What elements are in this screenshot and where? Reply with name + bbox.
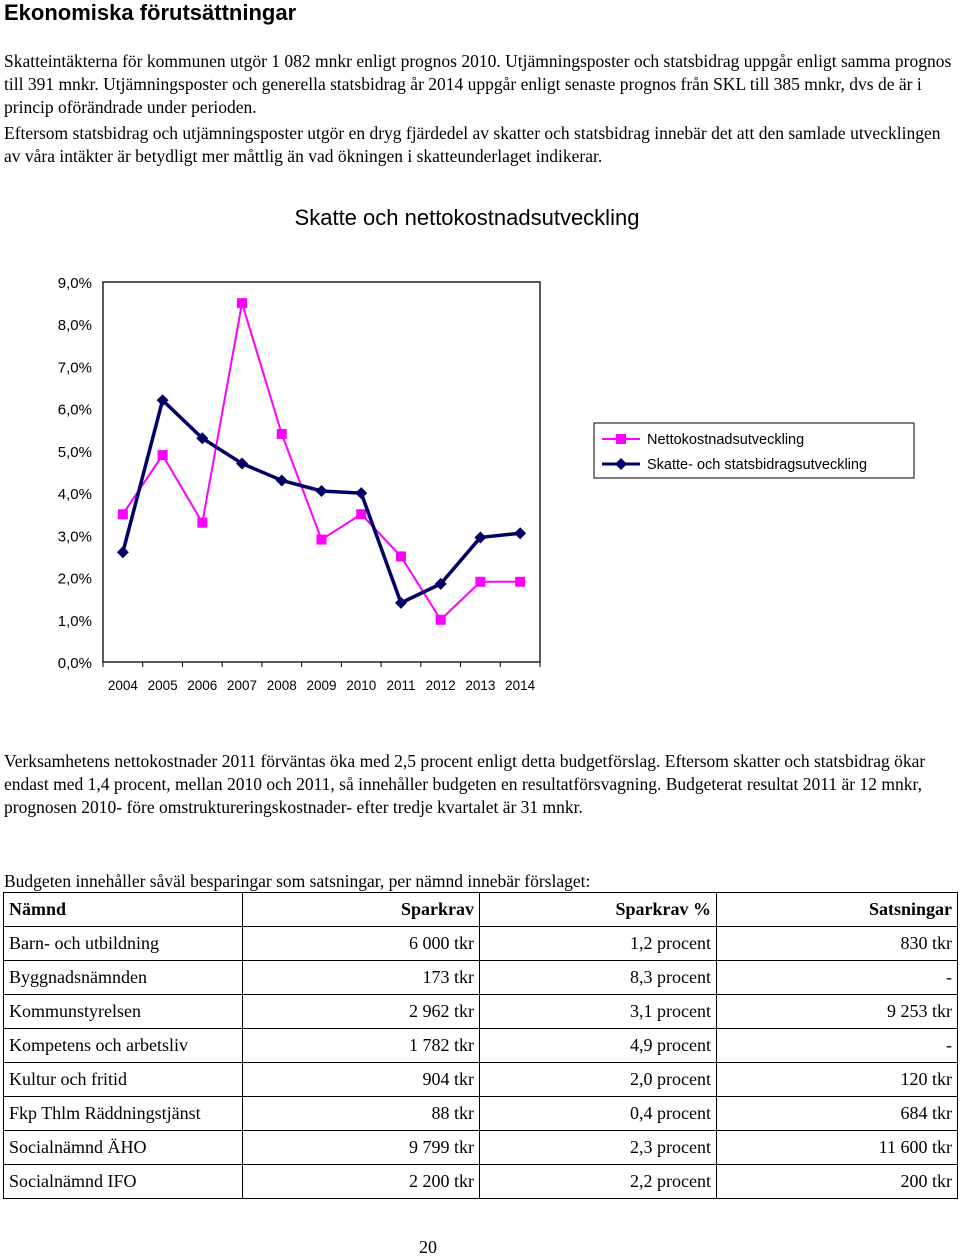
data-point — [514, 527, 526, 539]
table-cell: 684 tkr — [717, 1097, 958, 1131]
table-cell: Kommunstyrelsen — [4, 995, 243, 1029]
table-cell: Kompetens och arbetsliv — [4, 1029, 243, 1063]
table-row — [4, 1131, 958, 1165]
paragraph-grants: Eftersom statsbidrag och utjämningsposter utgör en dryg fjärdedel av skatter och statsbidrag innebär det att den samlade utvecklingen av våra intäkter är betydligt mer måttlig än vad ökningen i skatteunderlaget indikerar. — [4, 123, 941, 166]
y-tick-label: 7,0% — [57, 359, 92, 377]
series-line-1 — [123, 400, 520, 603]
plot-area — [103, 282, 540, 662]
table-cell: 3,1 procent — [480, 995, 717, 1029]
table-row — [4, 1097, 958, 1131]
table-header-row — [4, 893, 958, 927]
y-tick-label: 8,0% — [57, 317, 92, 335]
data-point — [316, 485, 328, 497]
paragraph-table-intro: Budgeten innehåller såväl besparingar som satsningar, per nämnd innebär förslaget: — [4, 871, 591, 891]
y-tick-label: 1,0% — [57, 612, 92, 630]
legend-label: Skatte- och statsbidragsutveckling — [647, 457, 868, 473]
table-cell: 2,0 procent — [480, 1063, 717, 1097]
paragraph-costs: Verksamhetens nettokostnader 2011 förväntas öka med 2,5 procent enligt detta budgetförslag. Eftersom skatter och statsbidrag ökar endast med 1,4 procent, mellan 2010 och 2011, så innehåller budgeten en resultatförsvagning. Budgeterat resultat 2011 är 12 mnkr, prognosen 2010- före omstruktureringskostnader- efter tredje kvartalet är 31 mnkr. — [4, 751, 926, 817]
table-cell: - — [717, 1029, 958, 1063]
data-point — [117, 546, 129, 558]
x-tick-label: 2005 — [147, 678, 178, 693]
chart-legend — [594, 423, 914, 478]
table-cell: 904 tkr — [243, 1063, 480, 1097]
table-row — [4, 1165, 958, 1199]
paragraph-revenue: Skatteintäkterna för kommunen utgör 1 082 mnkr enligt prognos 2010. Utjämningsposter och statsbidrag uppgår enligt samma prognos till 391 mnkr. Utjämningsposter och generella statsbidrag år 2014 uppgår enligt senaste prognos från SKL till 385 mnkr, dvs de är i princip oförändrade under perioden. — [4, 51, 952, 117]
table-row — [4, 927, 958, 961]
page-number: 20 — [419, 1237, 437, 1257]
table-cell: Socialnämnd IFO — [4, 1165, 243, 1199]
table-cell: Byggnadsnämnden — [4, 961, 243, 995]
table-cell: 88 tkr — [243, 1097, 480, 1131]
header-sparkrav: Sparkrav — [243, 893, 480, 927]
x-tick-label: 2014 — [505, 678, 536, 693]
table-cell: 1,2 procent — [480, 927, 717, 961]
table-cell: 2 962 tkr — [243, 995, 480, 1029]
x-tick-label: 2008 — [266, 678, 297, 693]
x-tick-label: 2013 — [465, 678, 496, 693]
data-point — [118, 509, 128, 519]
table-cell: Fkp Thlm Räddningstjänst — [4, 1097, 243, 1131]
y-tick-label: 2,0% — [57, 570, 92, 588]
y-tick-label: 0,0% — [57, 655, 92, 672]
data-point — [277, 429, 287, 439]
y-tick-label: 4,0% — [57, 486, 92, 504]
budget-table — [3, 892, 958, 1199]
table-row — [4, 961, 958, 995]
page-heading: Ekonomiska förutsättningar — [4, 0, 297, 25]
data-point — [475, 577, 485, 587]
table-cell: 173 tkr — [243, 961, 480, 995]
table-cell: 1 782 tkr — [243, 1029, 480, 1063]
data-point — [158, 450, 168, 460]
data-point — [355, 487, 367, 499]
x-tick-label: 2010 — [346, 678, 377, 693]
table-cell: 4,9 procent — [480, 1029, 717, 1063]
chart-title: Skatte och nettokostnadsutveckling — [294, 205, 640, 230]
data-point — [276, 474, 288, 486]
x-tick-label: 2007 — [227, 678, 258, 693]
y-tick-label: 9,0% — [57, 275, 92, 292]
table-cell: 9 799 tkr — [243, 1131, 480, 1165]
data-point — [515, 577, 525, 587]
table-cell: 8,3 procent — [480, 961, 717, 995]
data-point — [197, 518, 207, 528]
header-namnd: Nämnd — [4, 893, 243, 927]
line-chart — [0, 195, 960, 705]
x-tick-label: 2009 — [306, 678, 337, 693]
legend-marker — [616, 434, 626, 444]
data-point — [395, 597, 407, 609]
data-point — [396, 551, 406, 561]
y-tick-label: 6,0% — [57, 401, 92, 419]
table-row — [4, 1063, 958, 1097]
x-tick-label: 2004 — [107, 678, 138, 693]
table-cell: 0,4 procent — [480, 1097, 717, 1131]
x-tick-label: 2011 — [386, 678, 416, 693]
table-cell: 2,2 procent — [480, 1165, 717, 1199]
data-point — [237, 298, 247, 308]
data-point — [356, 509, 366, 519]
x-axis — [103, 662, 540, 693]
table-row — [4, 1029, 958, 1063]
table-cell: 6 000 tkr — [243, 927, 480, 961]
table-cell: 9 253 tkr — [717, 995, 958, 1029]
table-cell: Kultur och fritid — [4, 1063, 243, 1097]
chart-series — [117, 298, 526, 625]
table-cell: 200 tkr — [717, 1165, 958, 1199]
table-cell: 120 tkr — [717, 1063, 958, 1097]
y-tick-label: 3,0% — [57, 528, 92, 546]
table-cell: 11 600 tkr — [717, 1131, 958, 1165]
table-row — [4, 995, 958, 1029]
table-cell: Socialnämnd ÄHO — [4, 1131, 243, 1165]
data-point — [317, 535, 327, 545]
y-tick-label: 5,0% — [57, 443, 92, 461]
data-point — [436, 615, 446, 625]
table-cell: Barn- och utbildning — [4, 927, 243, 961]
table-cell: 2 200 tkr — [243, 1165, 480, 1199]
header-sparkrav-procent: Sparkrav % — [480, 893, 717, 927]
table-cell: - — [717, 961, 958, 995]
y-axis — [58, 275, 92, 672]
table-cell: 830 tkr — [717, 927, 958, 961]
table-cell: 2,3 procent — [480, 1131, 717, 1165]
x-tick-label: 2012 — [425, 678, 456, 693]
series-line-0 — [123, 303, 520, 620]
header-satsningar: Satsningar — [717, 893, 958, 927]
x-tick-label: 2006 — [187, 678, 218, 693]
legend-label: Nettokostnadsutveckling — [647, 432, 805, 448]
